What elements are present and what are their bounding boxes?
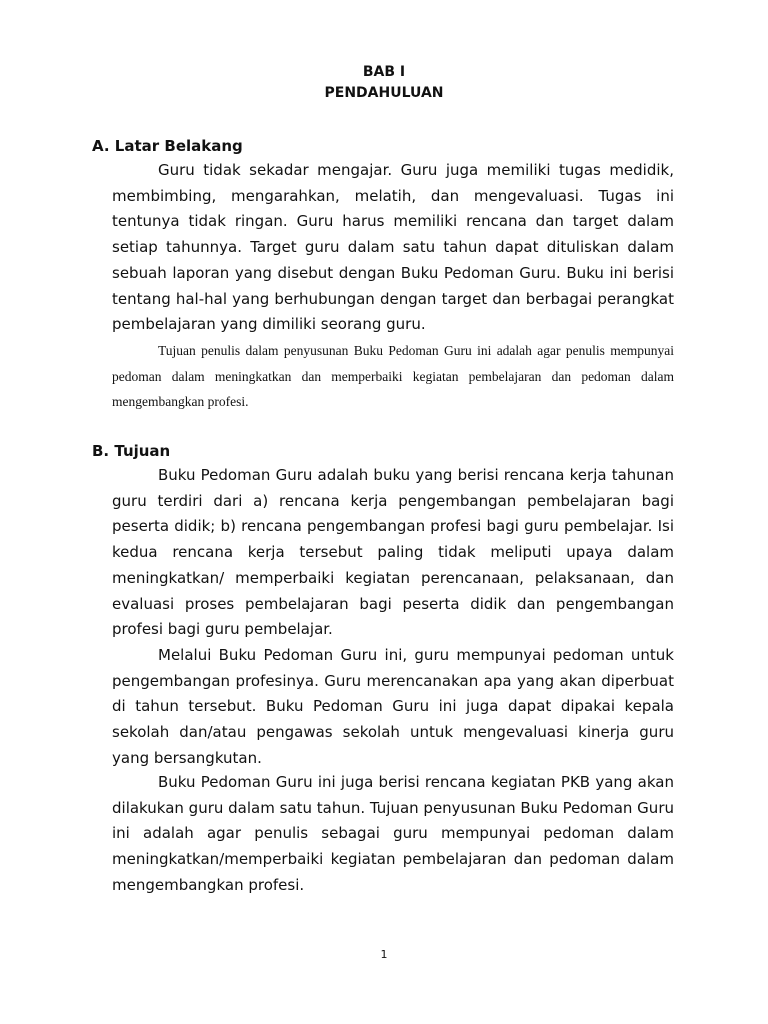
section-heading-tujuan: B. Tujuan xyxy=(92,442,171,460)
paragraph: Melalui Buku Pedoman Guru ini, guru mempunyai pedoman untuk pengembangan profesinya. Guru merencanakan apa yang akan diperbuat di tahun tersebut. Buku Pedoman Guru ini juga dapat dipakai kepala sekolah dan/atau pengawas sekolah untuk mengevaluasi kinerja guru yang bersangkutan. xyxy=(112,646,674,767)
paragraph: Buku Pedoman Guru ini juga berisi rencana kegiatan PKB yang akan dilakukan guru dalam satu tahun. Tujuan penyusunan Buku Pedoman Guru ini adalah agar penulis sebagai guru mempunyai pedoman dalam meningkatkan/memperbaiki kegiatan pembelajaran dan pedoman dalam mengembangkan profesi. xyxy=(112,773,674,894)
chapter-number: BAB I xyxy=(362,64,406,80)
chapter-title: PENDAHULUAN xyxy=(324,85,444,101)
page-number: 1 xyxy=(380,948,388,961)
paragraph: Tujuan penulis dalam penyusunan Buku Pedoman Guru ini adalah agar penulis mempunyai pedoman dalam meningkatkan dan memperbaiki kegiatan pembelajaran dan pedoman dalam mengembangkan profesi. xyxy=(112,343,674,409)
paragraph: Buku Pedoman Guru adalah buku yang berisi rencana kerja tahunan guru terdiri dari a) rencana kerja pengembangan pembelajaran bagi peserta didik; b) rencana pengembangan profesi bagi guru pembelajar. Isi kedua rencana kerja tersebut paling tidak meliputi upaya dalam meningkatkan/ memperbaiki kegiatan perencanaan, pelaksanaan, dan evaluasi proses pembelajaran bagi peserta didik dan pengembangan profesi bagi guru pembelajar. xyxy=(112,466,674,639)
paragraph: Guru tidak sekadar mengajar. Guru juga memiliki tugas medidik, membimbing, mengarahkan, melatih, dan mengevaluasi. Tugas ini tentunya tidak ringan. Guru harus memiliki rencana dan target dalam setiap tahunnya. Target guru dalam satu tahun dapat dituliskan dalam sebuah laporan yang disebut dengan Buku Pedoman Guru. Buku ini berisi tentang hal-hal yang berhubungan dengan target dan berbagai perangkat pembelajaran yang dimiliki seorang guru. xyxy=(112,161,674,334)
section-heading-latar-belakang: A. Latar Belakang xyxy=(92,137,243,155)
